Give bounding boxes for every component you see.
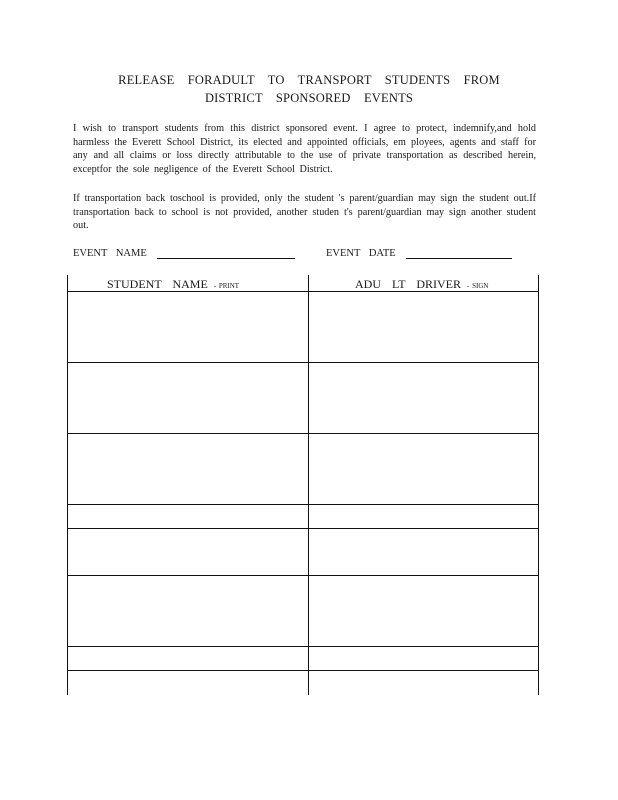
event-name-field[interactable] bbox=[73, 246, 295, 259]
adult-driver-header bbox=[355, 277, 488, 292]
indemnity-paragraph: I wish to transport students from this district sponsored event. I agree to protect, indemnify,and hold harmless the Everett School District, its elected and appointed officials, em ployees, agents and staff for any and all claims or loss directly attributable to the use of private transportation as described herein, exceptfor the sole negligence of the Everett School District. bbox=[73, 123, 536, 175]
student-name-header bbox=[107, 277, 239, 292]
event-date-blank-line[interactable] bbox=[406, 246, 512, 259]
student-name-cell[interactable] bbox=[68, 529, 308, 575]
student-name-cell[interactable] bbox=[68, 671, 308, 695]
table-border-right bbox=[538, 275, 539, 695]
signature-table bbox=[67, 275, 539, 695]
adult-driver-header-label: ADU LT DRIVER bbox=[355, 277, 462, 291]
adult-driver-cell[interactable] bbox=[309, 292, 538, 362]
student-name-cell[interactable] bbox=[68, 363, 308, 433]
form-title-line-2: DISTRICT SPONSORED EVENTS bbox=[204, 91, 414, 105]
adult-driver-cell[interactable] bbox=[309, 363, 538, 433]
student-name-cell[interactable] bbox=[68, 292, 308, 362]
student-name-header-label: STUDENT NAME bbox=[107, 277, 208, 291]
event-date-field[interactable] bbox=[326, 246, 512, 259]
adult-driver-cell[interactable] bbox=[309, 505, 538, 528]
event-name-blank-line[interactable] bbox=[157, 246, 295, 259]
student-name-cell[interactable] bbox=[68, 434, 308, 504]
sign-out-paragraph: If transportation back toschool is provided, only the student 's parent/guardian may sign the student out.If transportation back to school is not provided, another studen t's parent/guardian may sign another student out. bbox=[73, 193, 536, 231]
adult-driver-cell[interactable] bbox=[309, 647, 538, 670]
adult-driver-cell[interactable] bbox=[309, 671, 538, 695]
student-name-cell[interactable] bbox=[68, 647, 308, 670]
student-name-header-note: - PRINT bbox=[213, 282, 240, 290]
event-date-label: EVENT DATE bbox=[326, 248, 396, 259]
event-name-label: EVENT NAME bbox=[73, 248, 147, 259]
adult-driver-header-note: - SIGN bbox=[467, 282, 489, 290]
adult-driver-cell[interactable] bbox=[309, 529, 538, 575]
student-name-cell[interactable] bbox=[68, 576, 308, 646]
adult-driver-cell[interactable] bbox=[309, 576, 538, 646]
student-name-cell[interactable] bbox=[68, 505, 308, 528]
form-title-line-1: RELEASE FORADULT TO TRANSPORT STUDENTS FROM bbox=[118, 73, 500, 87]
adult-driver-cell[interactable] bbox=[309, 434, 538, 504]
